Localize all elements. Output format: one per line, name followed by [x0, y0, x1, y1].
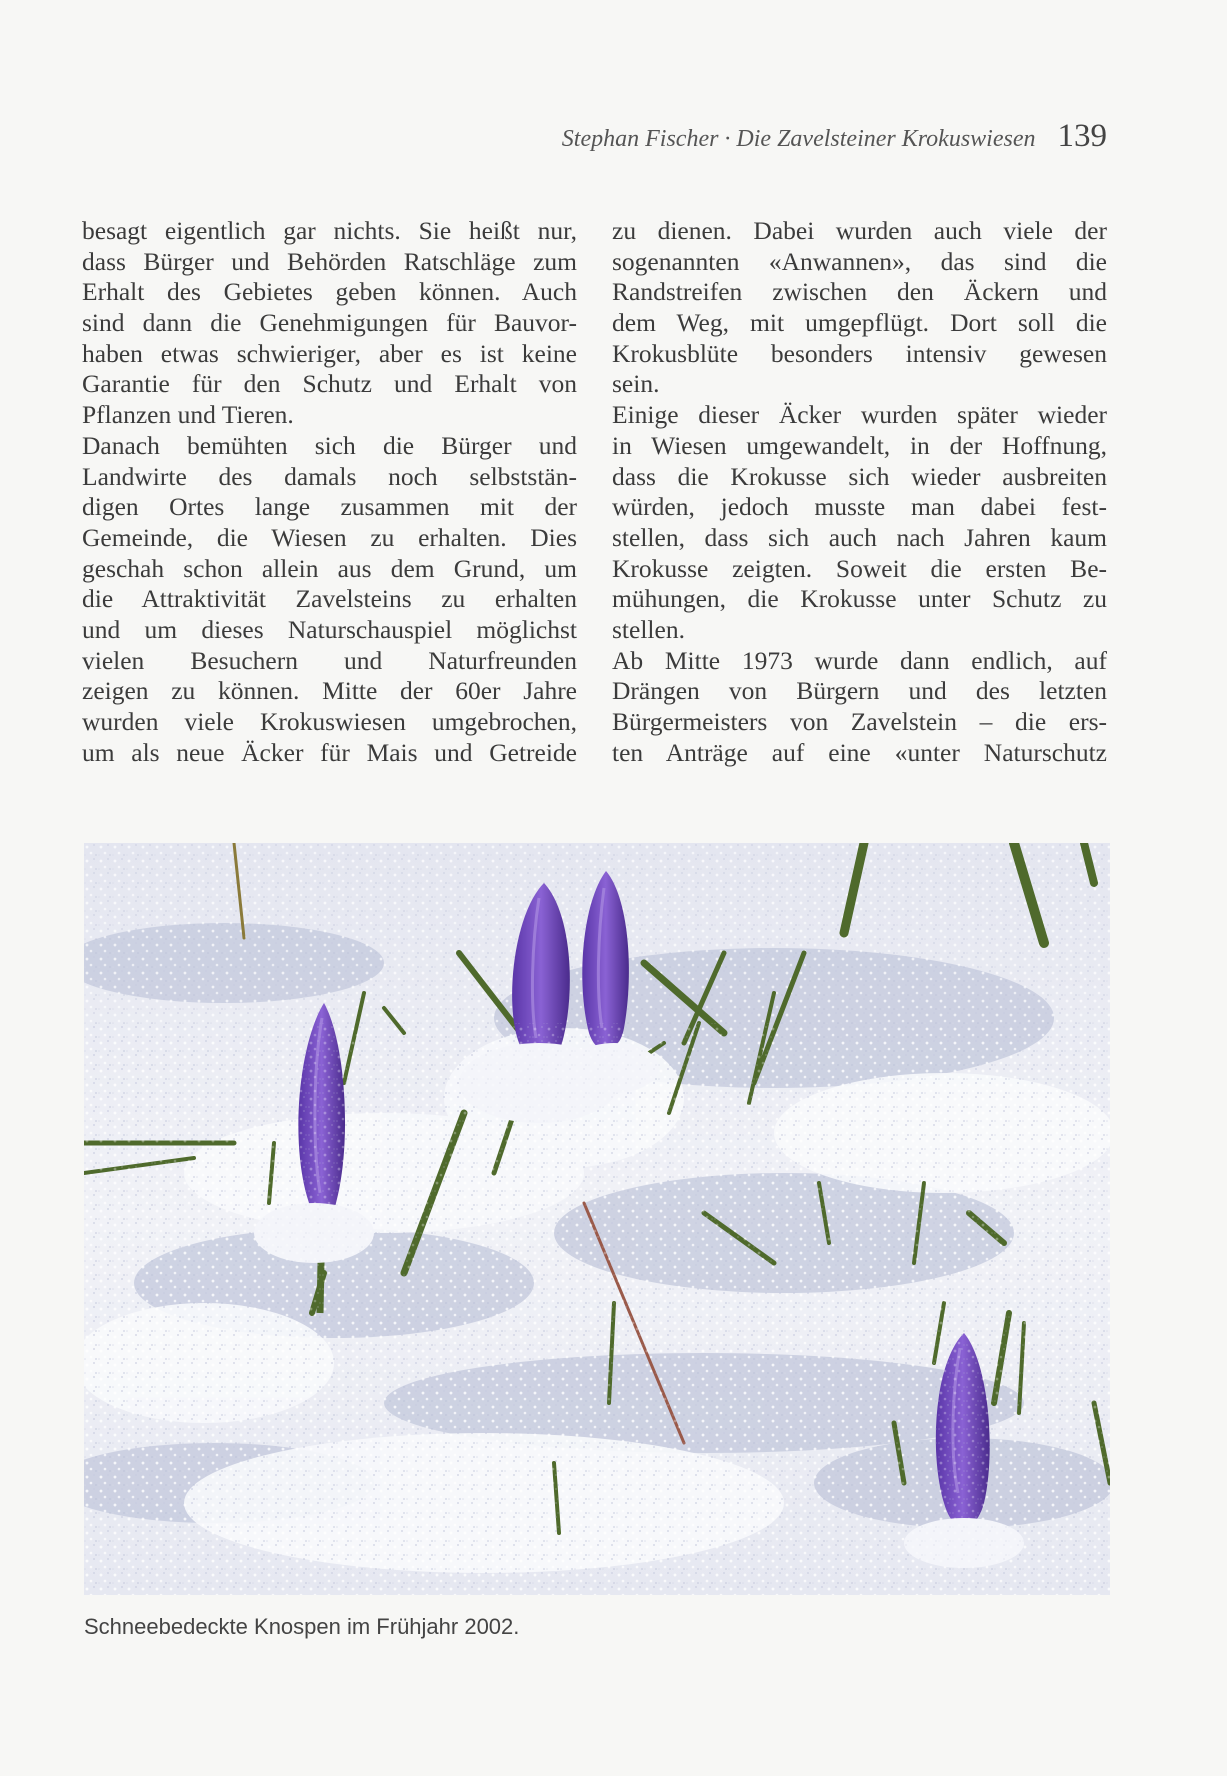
text-column-right — [612, 216, 1107, 768]
text-line: haben etwas schwieriger, aber es ist keine — [82, 338, 577, 368]
text-line: Gemeinde, die Wiesen zu erhalten. Dies — [82, 522, 577, 552]
text-line: Einige dieser Äcker wurden später wieder — [612, 400, 1107, 430]
text-line: Ab Mitte 1973 wurde dann endlich, auf — [612, 645, 1107, 675]
text-line: dem Weg, mit umgepflügt. Dort soll die — [612, 308, 1107, 338]
text-line: die Attraktivität Zavelsteins zu erhalten — [82, 584, 577, 614]
text-line: Krokusblüte besonders intensiv gewesen — [612, 338, 1107, 368]
text-line: sogenannten «Anwannen», das sind die — [612, 246, 1107, 276]
text-line: Drängen von Bürgern und des letzten — [612, 676, 1107, 706]
text-line: ten Anträge auf eine «unter Naturschutz — [612, 737, 1107, 767]
text-line: dass Bürger und Behörden Ratschläge zum — [82, 246, 577, 276]
text-line: stellen, dass sich auch nach Jahren kaum — [612, 522, 1107, 552]
text-line: in Wiesen umgewandelt, in der Hoffnung, — [612, 430, 1107, 460]
text-line: Bürgermeisters von Zavelstein – die ers- — [612, 707, 1107, 736]
text-line: um als neue Äcker für Mais und Getreide — [82, 737, 577, 767]
text-line: digen Ortes lange zusammen mit der — [82, 492, 577, 522]
text-line: dass die Krokusse sich wieder ausbreiten — [612, 461, 1107, 491]
snow-texture-overlay — [84, 1023, 1110, 1595]
figure-caption: Schneebedeckte Knospen im Frühjahr 2002. — [84, 1614, 520, 1639]
text-line: sind dann die Genehmigungen für Bauvor- — [82, 308, 577, 338]
text-line: zu dienen. Dabei wurden auch viele der — [612, 216, 1107, 245]
text-line: wurden viele Krokuswiesen umgebrochen, — [82, 707, 577, 736]
text-line: würden, jedoch musste man dabei fest- — [612, 492, 1107, 522]
text-line: mühungen, die Krokusse unter Schutz zu — [612, 584, 1107, 614]
text-line: Landwirte des damals noch selbststän- — [82, 461, 577, 491]
running-header — [500, 118, 1107, 168]
text-line: Randstreifen zwischen den Äckern und — [612, 277, 1107, 307]
text-line: geschah schon allein aus dem Grund, um — [82, 553, 577, 583]
crocus-snow-photo — [84, 843, 1110, 1595]
page-number: 139 — [1057, 118, 1107, 154]
text-line: Krokusse zeigten. Soweit die ersten Be- — [612, 553, 1107, 583]
text-line: sein. — [612, 369, 660, 399]
text-line: Garantie für den Schutz und Erhalt von — [82, 369, 577, 399]
text-line: Danach bemühten sich die Bürger und — [82, 430, 577, 460]
text-line: Erhalt des Gebietes geben können. Auch — [82, 277, 577, 307]
text-line: besagt eigentlich gar nichts. Sie heißt nur, — [82, 216, 577, 245]
text-column-left — [82, 216, 577, 768]
text-line: stellen. — [612, 614, 685, 644]
text-line: Pflanzen und Tieren. — [82, 400, 294, 430]
text-line: und um dieses Naturschauspiel möglichst — [82, 614, 577, 644]
running-title: Stephan Fischer · Die Zavelsteiner Krokuswiesen — [561, 126, 1036, 152]
text-line: zeigen zu können. Mitte der 60er Jahre — [82, 676, 577, 706]
text-line: vielen Besuchern und Naturfreunden — [82, 645, 577, 675]
